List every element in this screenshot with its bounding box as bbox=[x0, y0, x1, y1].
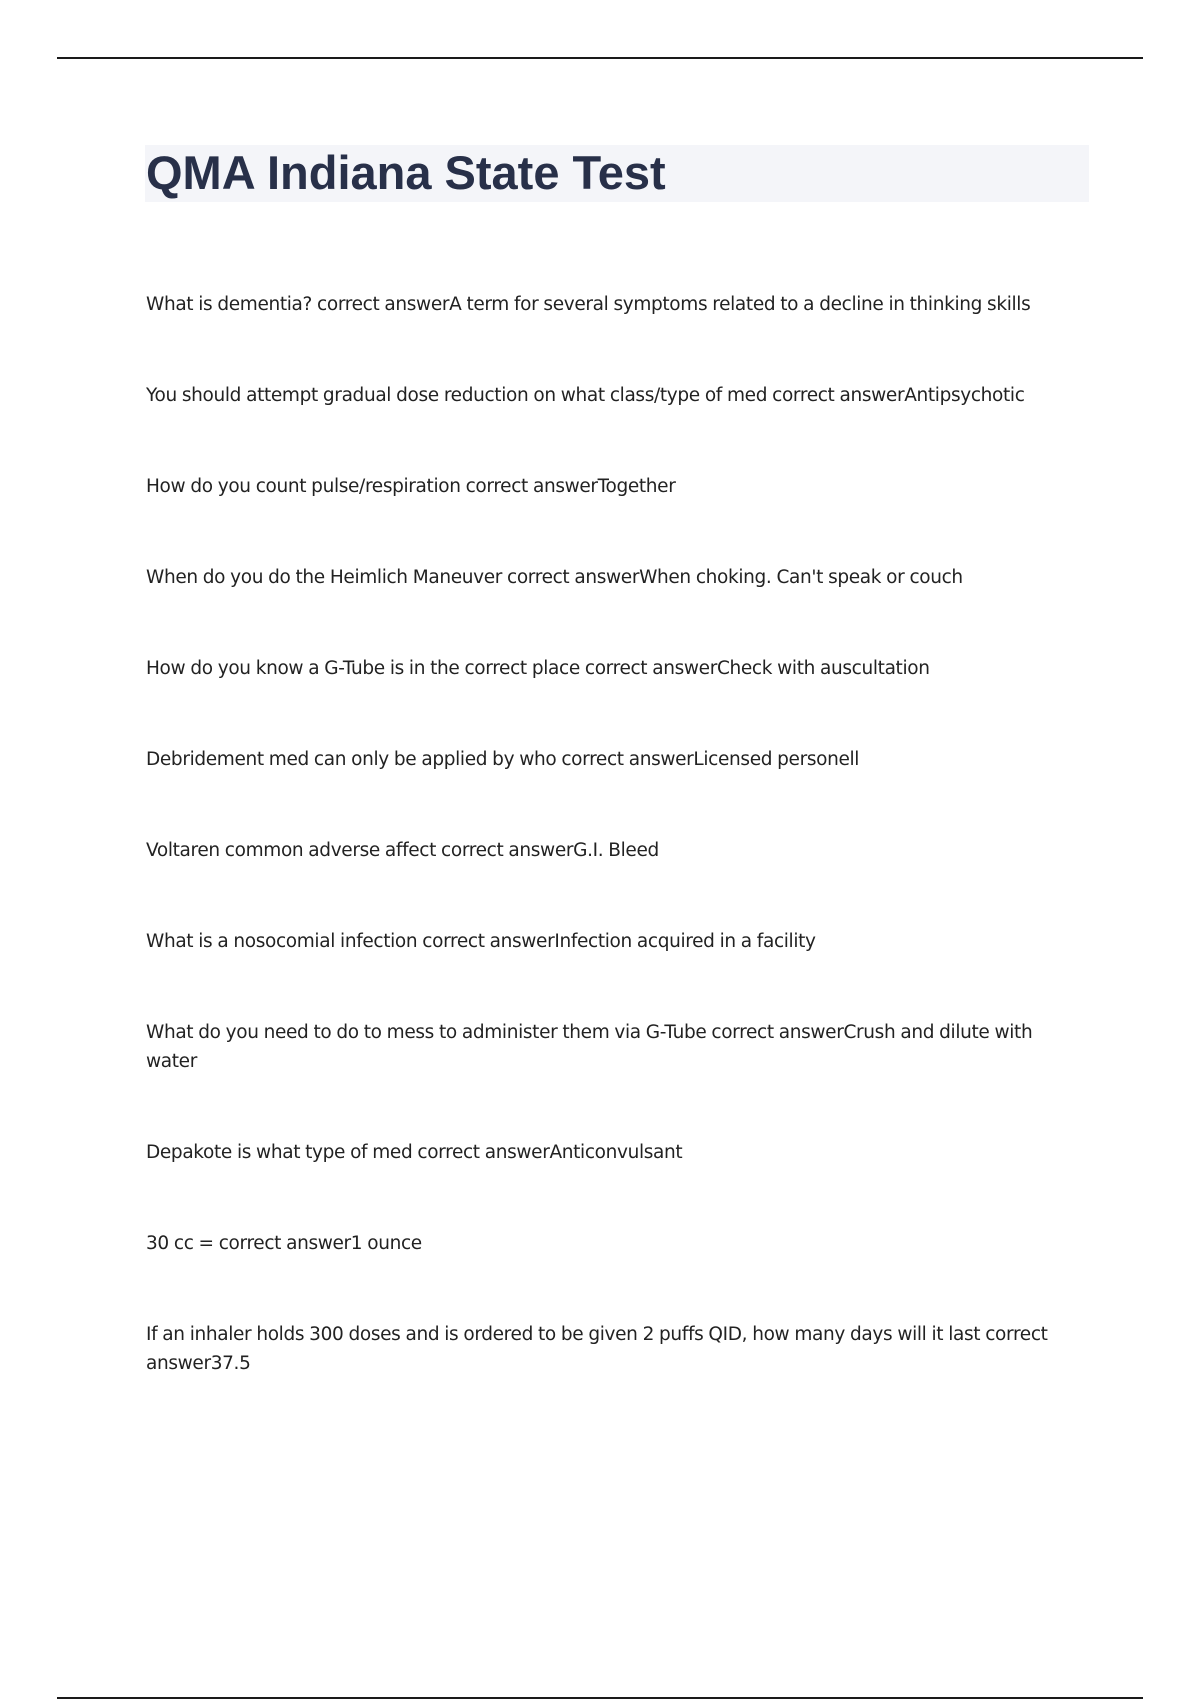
qa-item-10: Depakote is what type of med correct answerAnticonvulsant bbox=[146, 1142, 683, 1163]
qa-item-1: What is dementia? correct answerA term for several symptoms related to a decline in thinking skills bbox=[146, 294, 1031, 315]
qa-item-12: If an inhaler holds 300 doses and is ordered to be given 2 puffs QID, how many days will it last correct answer37.5 bbox=[146, 1324, 1048, 1374]
qa-item-9: What do you need to do to mess to administer them via G-Tube correct answerCrush and dilute with water bbox=[146, 1022, 1033, 1072]
bottom-rule bbox=[57, 1697, 1143, 1699]
qa-item-6: Debridement med can only be applied by who correct answerLicensed personell bbox=[146, 749, 860, 770]
qa-item-8: What is a nosocomial infection correct answerInfection acquired in a facility bbox=[146, 931, 816, 952]
qa-item-11: 30 cc = correct answer1 ounce bbox=[146, 1233, 422, 1254]
top-rule bbox=[57, 57, 1143, 59]
qa-item-5: How do you know a G-Tube is in the correct place correct answerCheck with auscultation bbox=[146, 658, 930, 679]
qa-item-4: When do you do the Heimlich Maneuver correct answerWhen choking. Can't speak or couch bbox=[146, 567, 963, 588]
document-title: QMA Indiana State Test bbox=[146, 146, 666, 199]
qa-item-7: Voltaren common adverse affect correct answerG.I. Bleed bbox=[146, 840, 659, 861]
qa-item-3: How do you count pulse/respiration correct answerTogether bbox=[146, 476, 676, 497]
qa-list bbox=[146, 290, 1076, 1440]
qa-item-2: You should attempt gradual dose reduction on what class/type of med correct answerAntipsychotic bbox=[146, 385, 1025, 406]
